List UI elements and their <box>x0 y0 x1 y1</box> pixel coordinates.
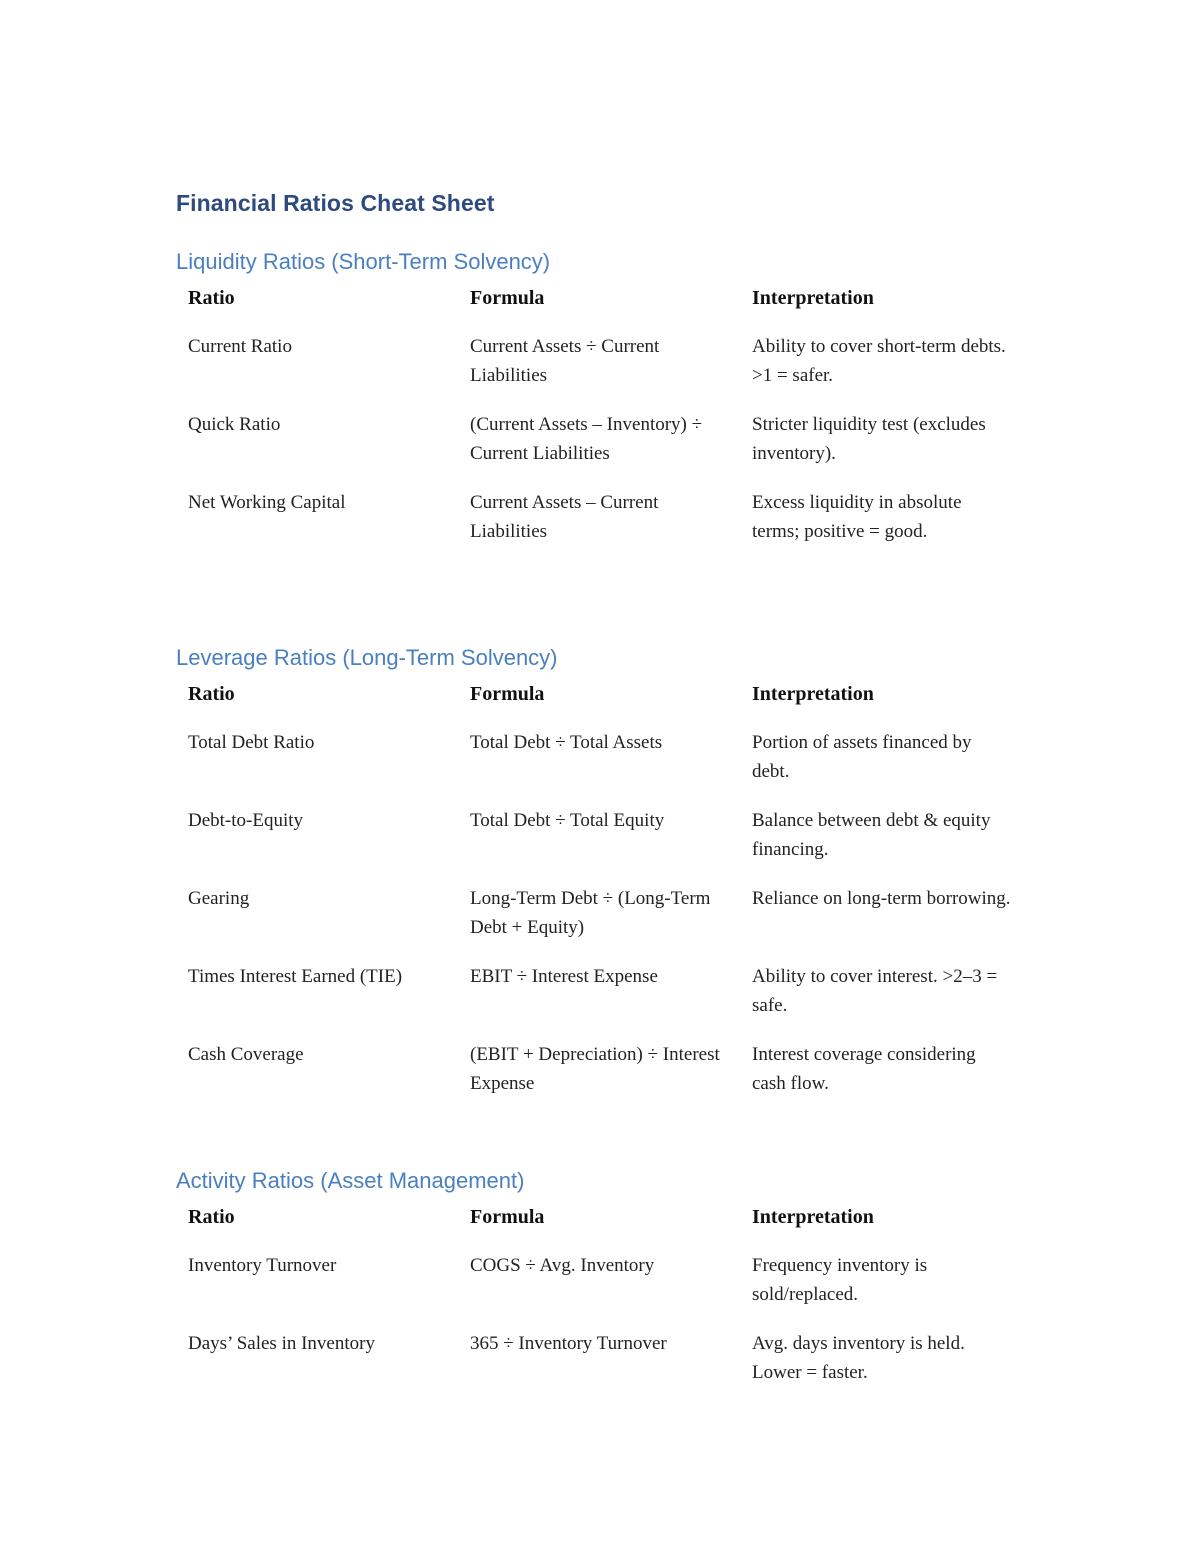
column-header-ratio: Ratio <box>188 683 235 705</box>
ratio-interpretation: Ability to cover short-term debts. >1 = safer. <box>752 336 1006 386</box>
ratio-formula: Current Assets ÷ Current Liabilities <box>470 336 660 386</box>
ratio-name: Times Interest Earned (TIE) <box>188 966 403 987</box>
ratio-formula: 365 ÷ Inventory Turnover <box>470 1333 667 1354</box>
ratio-interpretation: Ability to cover interest. >2–3 = safe. <box>752 966 998 1016</box>
ratio-name: Inventory Turnover <box>188 1255 337 1276</box>
ratio-name: Debt-to-Equity <box>188 810 304 831</box>
ratio-name: Net Working Capital <box>188 492 346 513</box>
section-title: Leverage Ratios (Long-Term Solvency) <box>176 645 558 670</box>
section-title: Liquidity Ratios (Short-Term Solvency) <box>176 249 551 274</box>
ratio-interpretation: Reliance on long-term borrowing. <box>752 888 1011 909</box>
table-row <box>176 874 1024 952</box>
table-row <box>176 1319 1024 1397</box>
section-activity-ratios <box>176 1165 1056 1397</box>
table-row <box>176 322 1024 400</box>
ratio-interpretation: Portion of assets financed by debt. <box>752 732 972 782</box>
ratio-formula: Total Debt ÷ Total Equity <box>470 810 665 831</box>
ratio-name: Gearing <box>188 888 250 909</box>
column-header-formula: Formula <box>470 287 545 309</box>
ratio-name: Current Ratio <box>188 336 292 357</box>
ratio-formula: EBIT ÷ Interest Expense <box>470 966 658 987</box>
column-header-ratio: Ratio <box>188 287 235 309</box>
column-header-interpretation: Interpretation <box>752 1206 874 1228</box>
ratio-interpretation: Stricter liquidity test (excludes inventory). <box>752 414 986 464</box>
table-row <box>176 478 1024 556</box>
ratio-name: Days’ Sales in Inventory <box>188 1333 375 1354</box>
ratio-interpretation: Balance between debt & equity financing. <box>752 810 991 860</box>
ratio-formula: (Current Assets – Inventory) ÷ Current Liabilities <box>470 414 703 464</box>
table-row <box>176 1030 1024 1108</box>
table-header-row <box>176 286 1024 322</box>
table-row <box>176 796 1024 874</box>
ratio-interpretation: Avg. days inventory is held. Lower = faster. <box>752 1333 965 1383</box>
table-row <box>176 1241 1024 1319</box>
column-header-interpretation: Interpretation <box>752 683 874 705</box>
ratio-interpretation: Excess liquidity in absolute terms; positive = good. <box>752 492 962 542</box>
ratio-formula: Long-Term Debt ÷ (Long-Term Debt + Equity) <box>470 888 711 938</box>
table-row <box>176 718 1024 796</box>
table-row <box>176 952 1024 1030</box>
ratio-formula: Total Debt ÷ Total Assets <box>470 732 663 753</box>
table-row <box>176 400 1024 478</box>
column-header-interpretation: Interpretation <box>752 287 874 309</box>
ratio-formula: (EBIT + Depreciation) ÷ Interest Expense <box>470 1044 720 1094</box>
section-leverage-ratios <box>176 642 1056 1108</box>
ratio-formula: COGS ÷ Avg. Inventory <box>470 1255 655 1276</box>
column-header-formula: Formula <box>470 683 545 705</box>
ratio-name: Quick Ratio <box>188 414 281 435</box>
ratio-name: Cash Coverage <box>188 1044 304 1065</box>
ratio-table <box>176 286 1024 556</box>
page-title: Financial Ratios Cheat Sheet <box>176 190 495 216</box>
ratio-interpretation: Interest coverage considering cash flow. <box>752 1044 976 1094</box>
table-header-row <box>176 1205 1024 1241</box>
ratio-table <box>176 1205 1024 1397</box>
ratio-interpretation: Frequency inventory is sold/replaced. <box>752 1255 928 1305</box>
section-title: Activity Ratios (Asset Management) <box>176 1168 525 1193</box>
table-header-row <box>176 682 1024 718</box>
ratio-table <box>176 682 1024 1108</box>
ratio-formula: Current Assets – Current Liabilities <box>470 492 659 542</box>
column-header-formula: Formula <box>470 1206 545 1228</box>
section-liquidity-ratios <box>176 246 1056 556</box>
ratio-name: Total Debt Ratio <box>188 732 315 753</box>
column-header-ratio: Ratio <box>188 1206 235 1228</box>
